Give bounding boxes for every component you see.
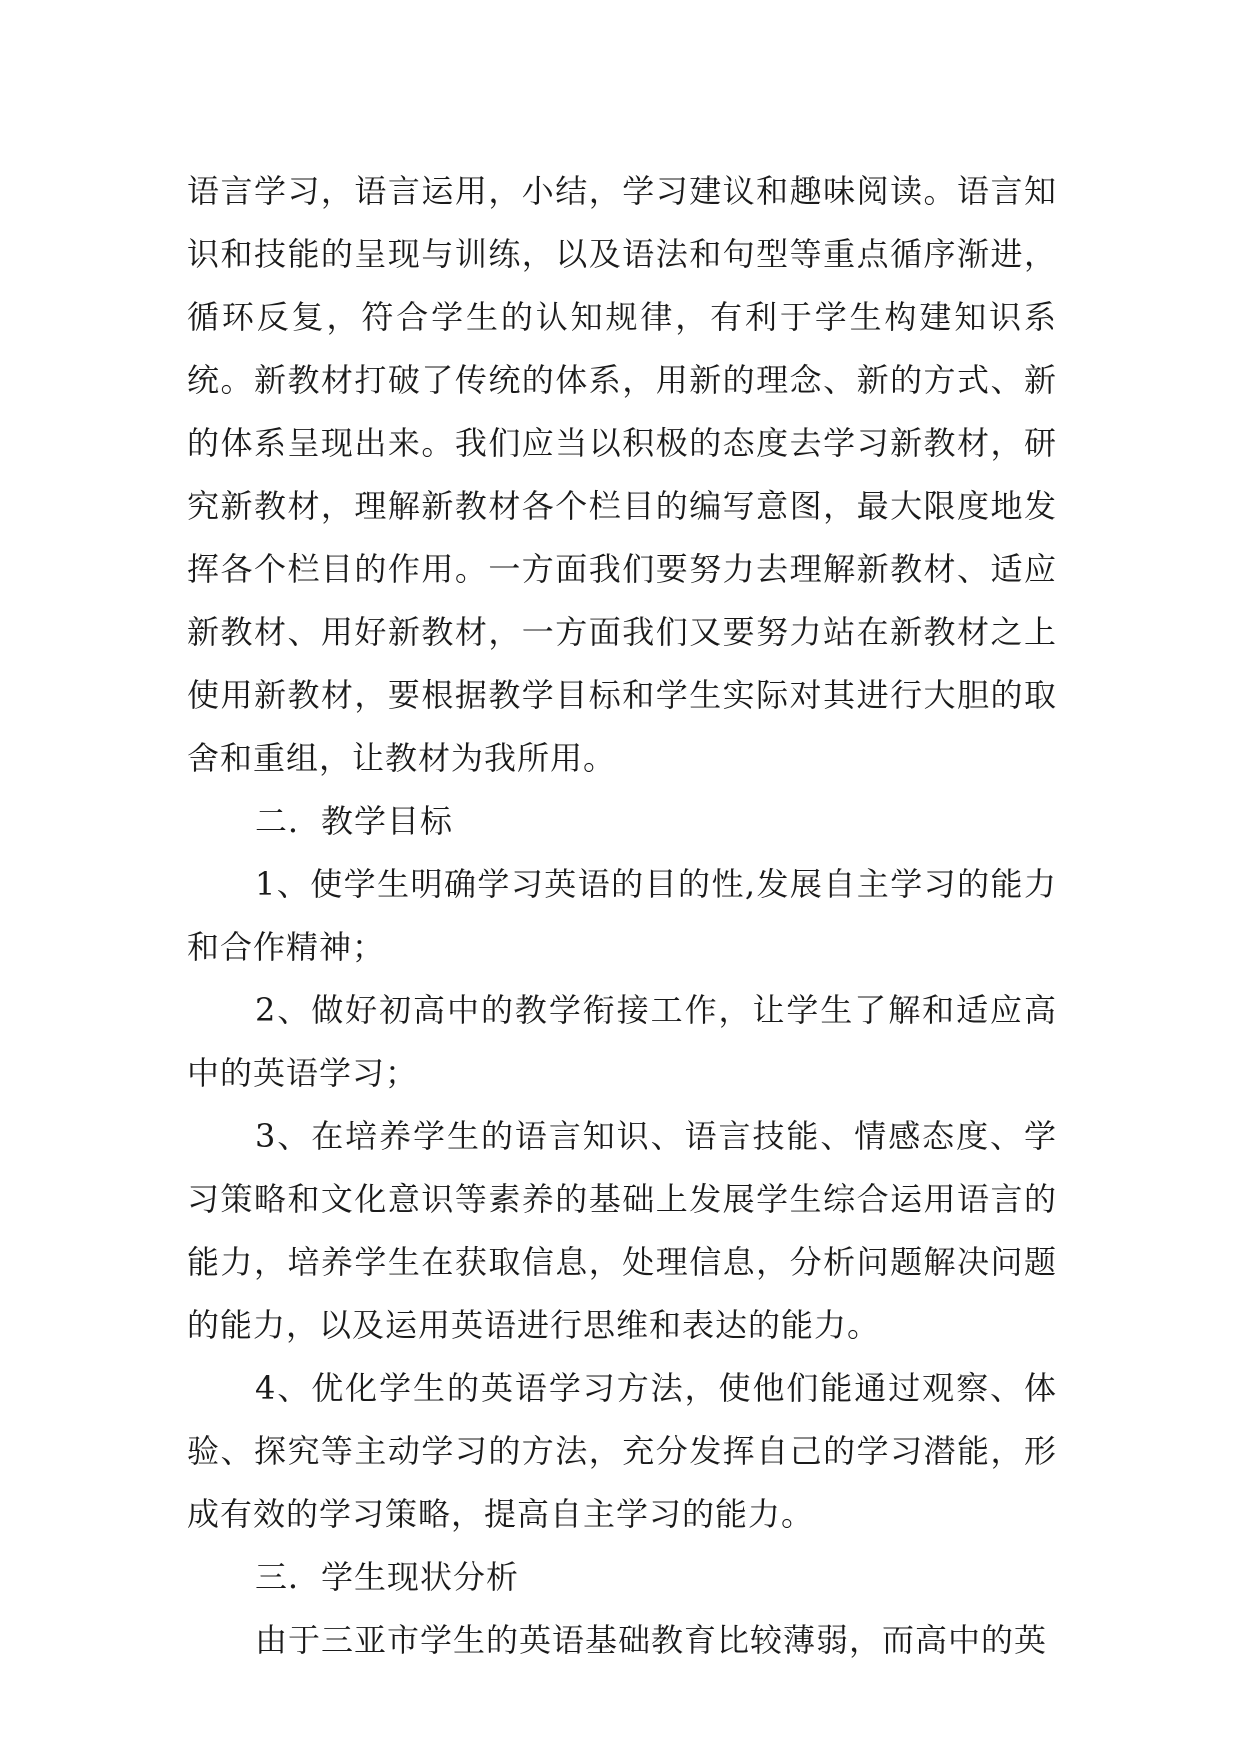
goal-item-4: 4、优化学生的英语学习方法，使他们能通过观察、体验、探究等主动学习的方法，充分发挥自己的学习潜能，形成有效的学习策略，提高自主学习的能力。 <box>187 1369 1057 1533</box>
goal-item-1: 1、使学生明确学习英语的目的性,发展自主学习的能力和合作精神； <box>187 865 1057 966</box>
paragraph-textbook-overview: 语言学习，语言运用，小结，学习建议和趣味阅读。语言知识和技能的呈现与训练，以及语法和句型等重点循序渐进，循环反复，符合学生的认知规律，有利于学生构建知识系统。新教材打破了传统的体系，用新的理念、新的方式、新的体系呈现出来。我们应当以积极的态度去学习新教材，研究新教材，理解新教材各个栏目的编写意图，最大限度地发挥各个栏目的作用。一方面我们要努力去理解新教材、适应新教材、用好新教材，一方面我们又要努力站在新教材之上使用新教材，要根据教学目标和学生实际对其进行大胆的取舍和重组，让教材为我所用。 <box>187 172 1057 777</box>
section-heading-teaching-goals: 二．教学目标 <box>255 802 454 840</box>
goal-item-3: 3、在培养学生的语言知识、语言技能、情感态度、学习策略和文化意识等素养的基础上发展学生综合运用语言的能力，培养学生在获取信息，处理信息，分析问题解决问题的能力，以及运用英语进行思维和表达的能力。 <box>187 1117 1057 1344</box>
document-body <box>187 160 1057 1672</box>
paragraph-student-analysis: 由于三亚市学生的英语基础教育比较薄弱，而高中的英 <box>255 1621 1048 1659</box>
section-heading-student-analysis: 三．学生现状分析 <box>255 1558 520 1596</box>
goal-item-2: 2、做好初高中的教学衔接工作，让学生了解和适应高中的英语学习； <box>187 991 1057 1092</box>
